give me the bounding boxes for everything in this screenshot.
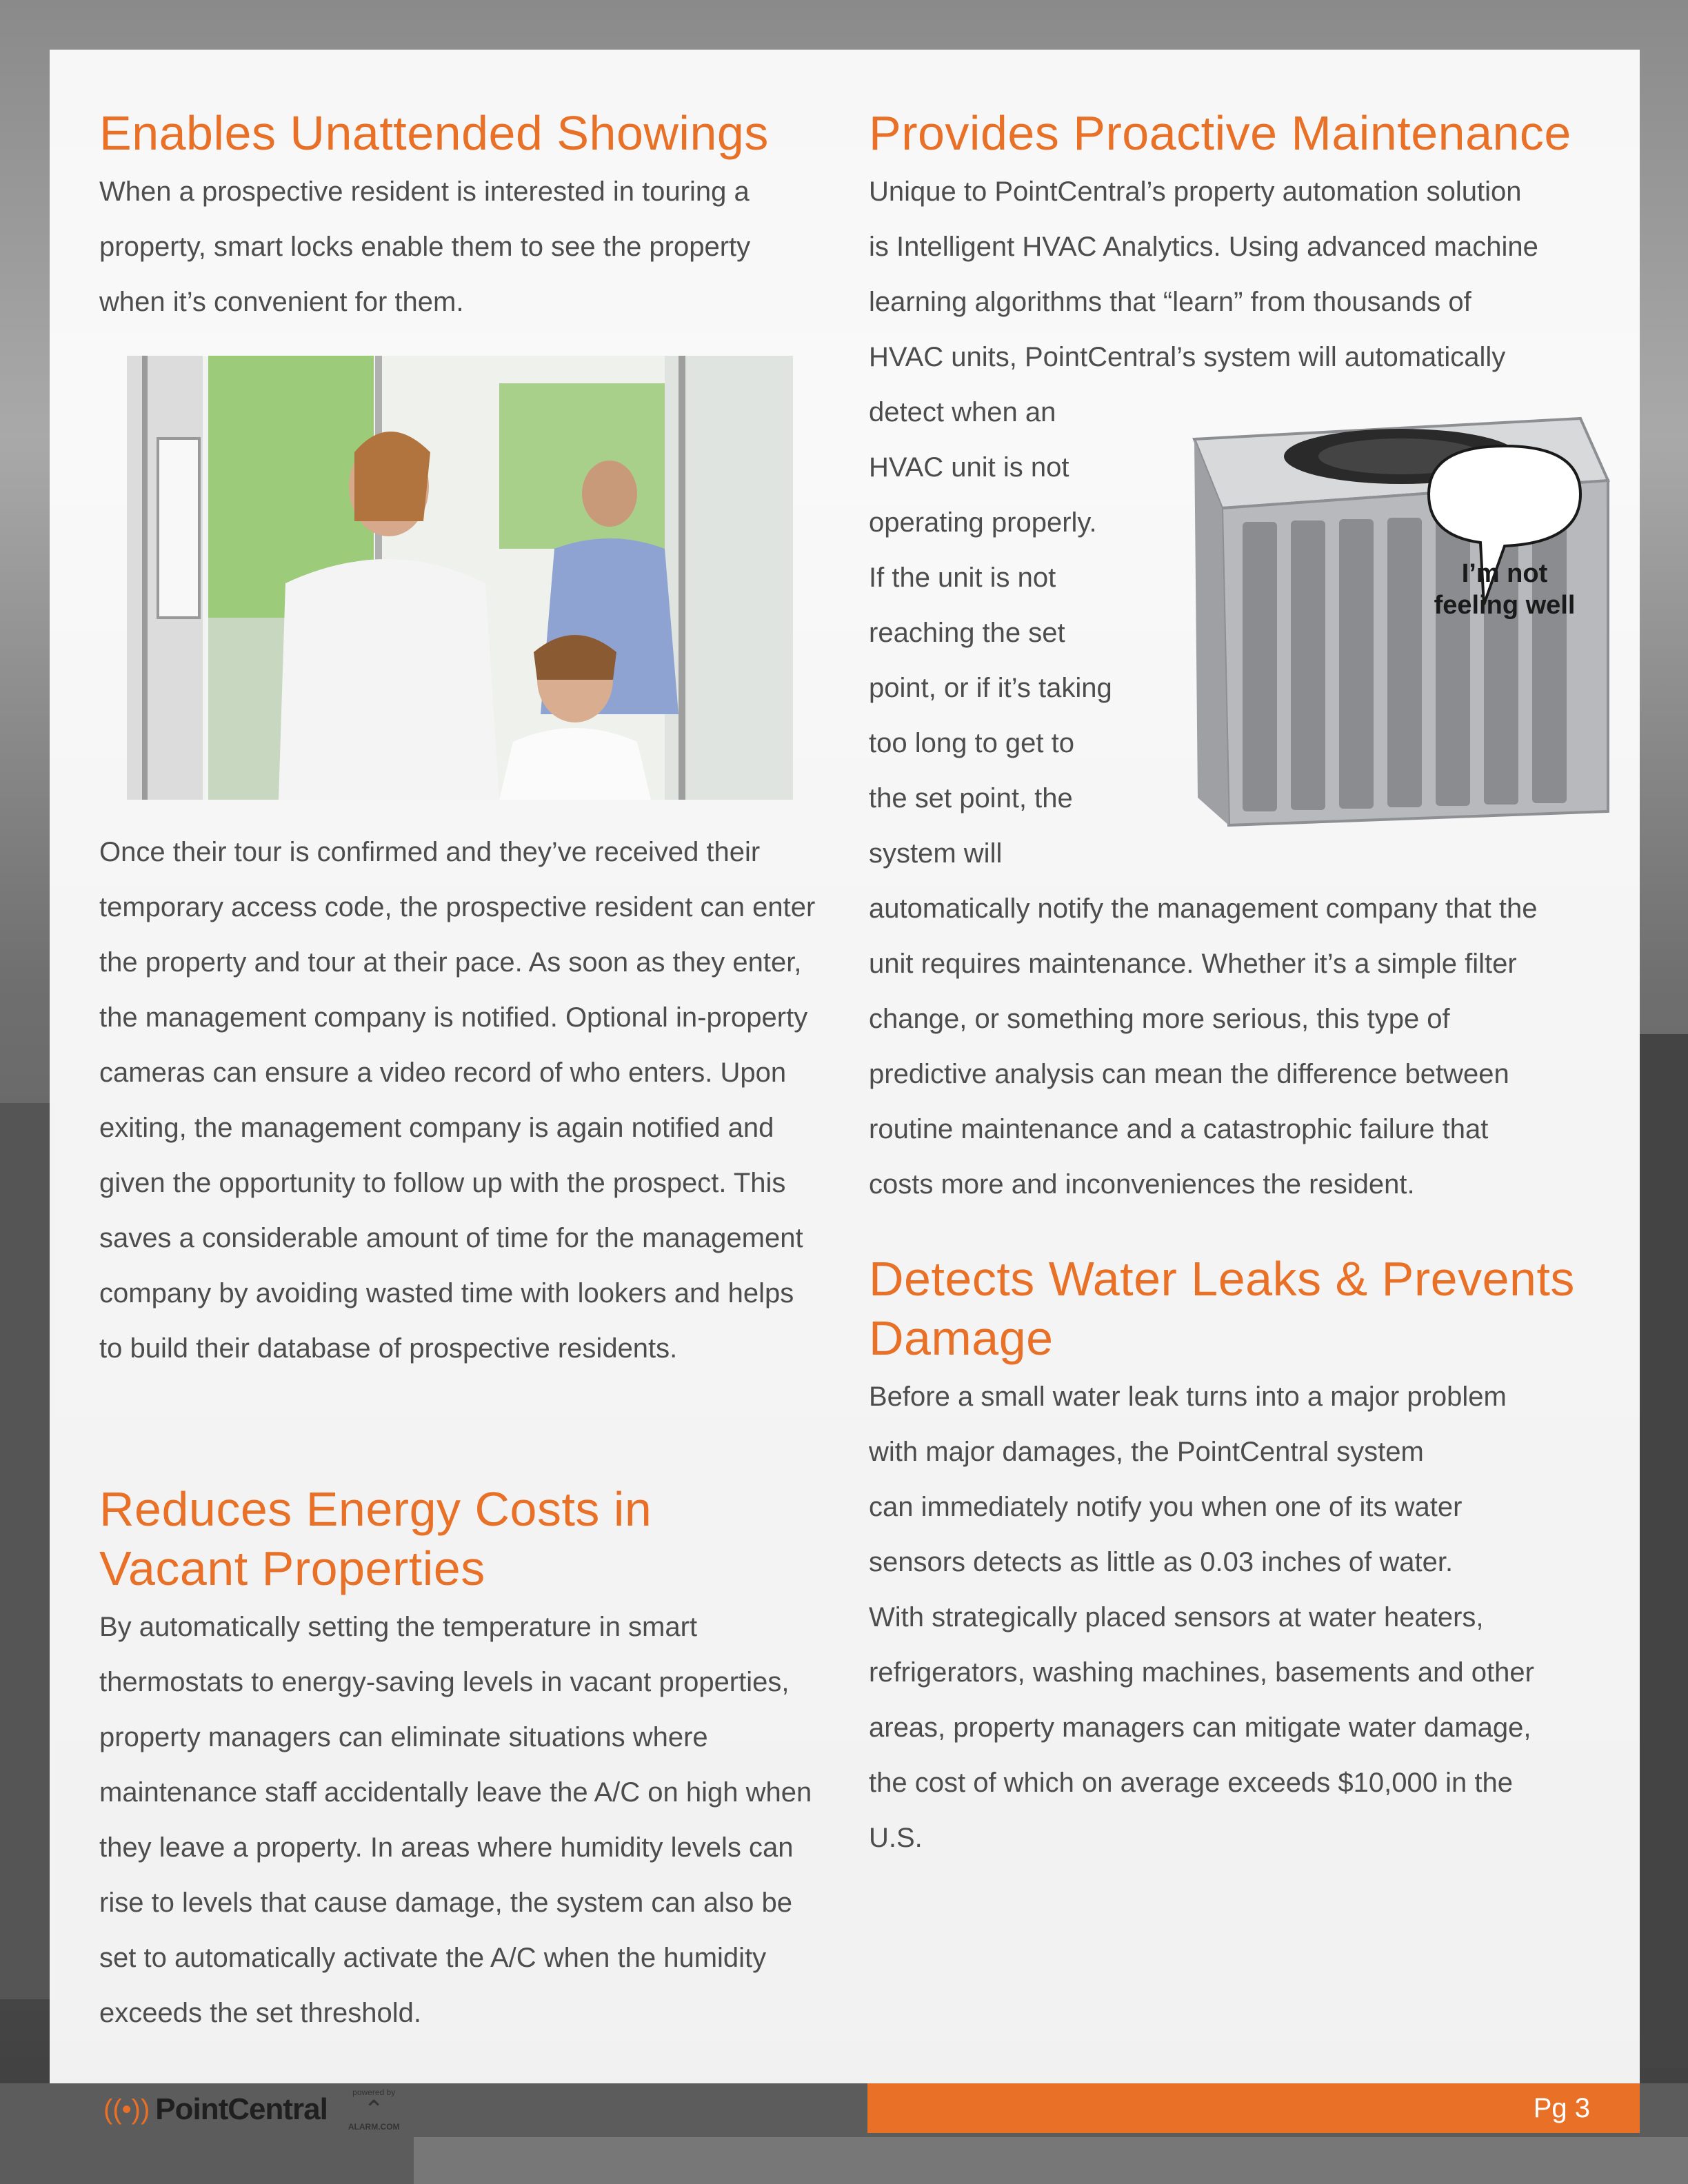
paragraph-energy: By automatically setting the temperature in smart thermostats to energy-saving levels in vacant properties, property managers can eliminate situations where maintenance staff accidentally leave the A/C on high when they leave a property. In areas where humidity levels can rise to levels that cause damage, the system can also be set to automatically activate the A/C when the humidity exceeds the set threshold. <box>99 1612 812 2028</box>
text-line: costs more and inconveniences the resident. <box>869 1169 1415 1200</box>
footer-bar <box>867 2083 1640 2133</box>
text-line: If the unit is not <box>869 563 1056 593</box>
text-line: the set point, the <box>869 783 1073 813</box>
text-line: point, or if it’s taking <box>869 673 1112 703</box>
text-line: refrigerators, washing machines, basements and other <box>869 1657 1534 1688</box>
paragraph-maintenance-wrapped-lines <box>869 385 1158 881</box>
paragraph-maintenance-full-lines <box>869 164 1641 385</box>
alarm-com-logo <box>348 2087 400 2132</box>
page-number: Pg 3 <box>1533 2093 1590 2123</box>
text-line: U.S. <box>869 1823 923 1853</box>
signal-icon: ((•)) <box>103 2094 150 2125</box>
text-line: learning algorithms that “learn” from thousands of <box>869 287 1471 317</box>
heading-proactive-maintenance: Provides Proactive Maintenance <box>869 106 1571 160</box>
powered-by-text: powered by <box>352 2087 396 2097</box>
pointcentral-logo <box>103 2082 400 2137</box>
text-line: With strategically placed sensors at water heaters, <box>869 1602 1484 1632</box>
text-line: unit requires maintenance. Whether it’s a simple filter <box>869 949 1517 979</box>
text-line: HVAC units, PointCentral’s system will automatically <box>869 342 1506 372</box>
text-line: Unique to PointCentral’s property automation solution <box>869 176 1522 207</box>
text-line: routine maintenance and a catastrophic failure that <box>869 1114 1489 1144</box>
alarm-com-text: ALARM.COM <box>348 2122 400 2132</box>
text-line: HVAC unit is not <box>869 452 1069 483</box>
text-line: sensors detects as little as 0.03 inches of water. <box>869 1547 1454 1577</box>
text-line: is Intelligent HVAC Analytics. Using advanced machine <box>869 232 1538 262</box>
speech-bubble-text: I’m not feeling well <box>1434 559 1576 620</box>
hvac-unit-illustration <box>1167 398 1636 880</box>
text-line: reaching the set <box>869 618 1065 648</box>
text-line: Before a small water leak turns into a major problem <box>869 1382 1507 1412</box>
paragraph-showings-intro: When a prospective resident is interested in touring a property, smart locks enable them to see the property when it’s convenient for them. <box>99 176 751 317</box>
logo-text: PointCentral <box>155 2092 328 2126</box>
text-line: detect when an <box>869 397 1056 427</box>
text-line: the cost of which on average exceeds $10,000 in the <box>869 1768 1513 1798</box>
text-line: predictive analysis can mean the difference between <box>869 1059 1509 1089</box>
text-line: automatically notify the management company that the <box>869 893 1538 924</box>
heading-water-leaks: Detects Water Leaks & Prevents Damage <box>869 1252 1575 1365</box>
text-line: can immediately notify you when one of its water <box>869 1492 1463 1522</box>
family-at-door-photo <box>127 356 793 800</box>
alarm-com-icon: ⌃ <box>363 2095 385 2123</box>
text-line: too long to get to <box>869 728 1075 758</box>
text-line: operating properly. <box>869 507 1097 538</box>
text-line: change, or something more serious, this type of <box>869 1004 1450 1034</box>
heading-reduces-energy: Reduces Energy Costs in Vacant Properties <box>99 1482 652 1595</box>
text-line: with major damages, the PointCentral system <box>869 1437 1424 1467</box>
text-line: system will <box>869 838 1003 869</box>
hvac-unit-icon <box>1167 398 1636 880</box>
text-line: areas, property managers can mitigate water damage, <box>869 1712 1531 1743</box>
paragraph-water-leaks <box>869 1369 1641 1866</box>
paragraph-maintenance-rest <box>869 881 1641 1212</box>
paragraph-showings-detail: Once their tour is confirmed and they’ve received their temporary access code, the prospective resident can enter the property and tour at their pace. As soon as they enter, the management company is notified. Optional in-property cameras can ensure a video record of who enters. Upon exiting, the management company is again notified and given the opportunity to follow up with the prospect. This saves a considerable amount of time for the management company by avoiding wasted time with lookers and helps to build their database of prospective residents. <box>99 837 816 1364</box>
content-panel <box>50 50 1640 2083</box>
heading-unattended-showings: Enables Unattended Showings <box>99 106 769 160</box>
